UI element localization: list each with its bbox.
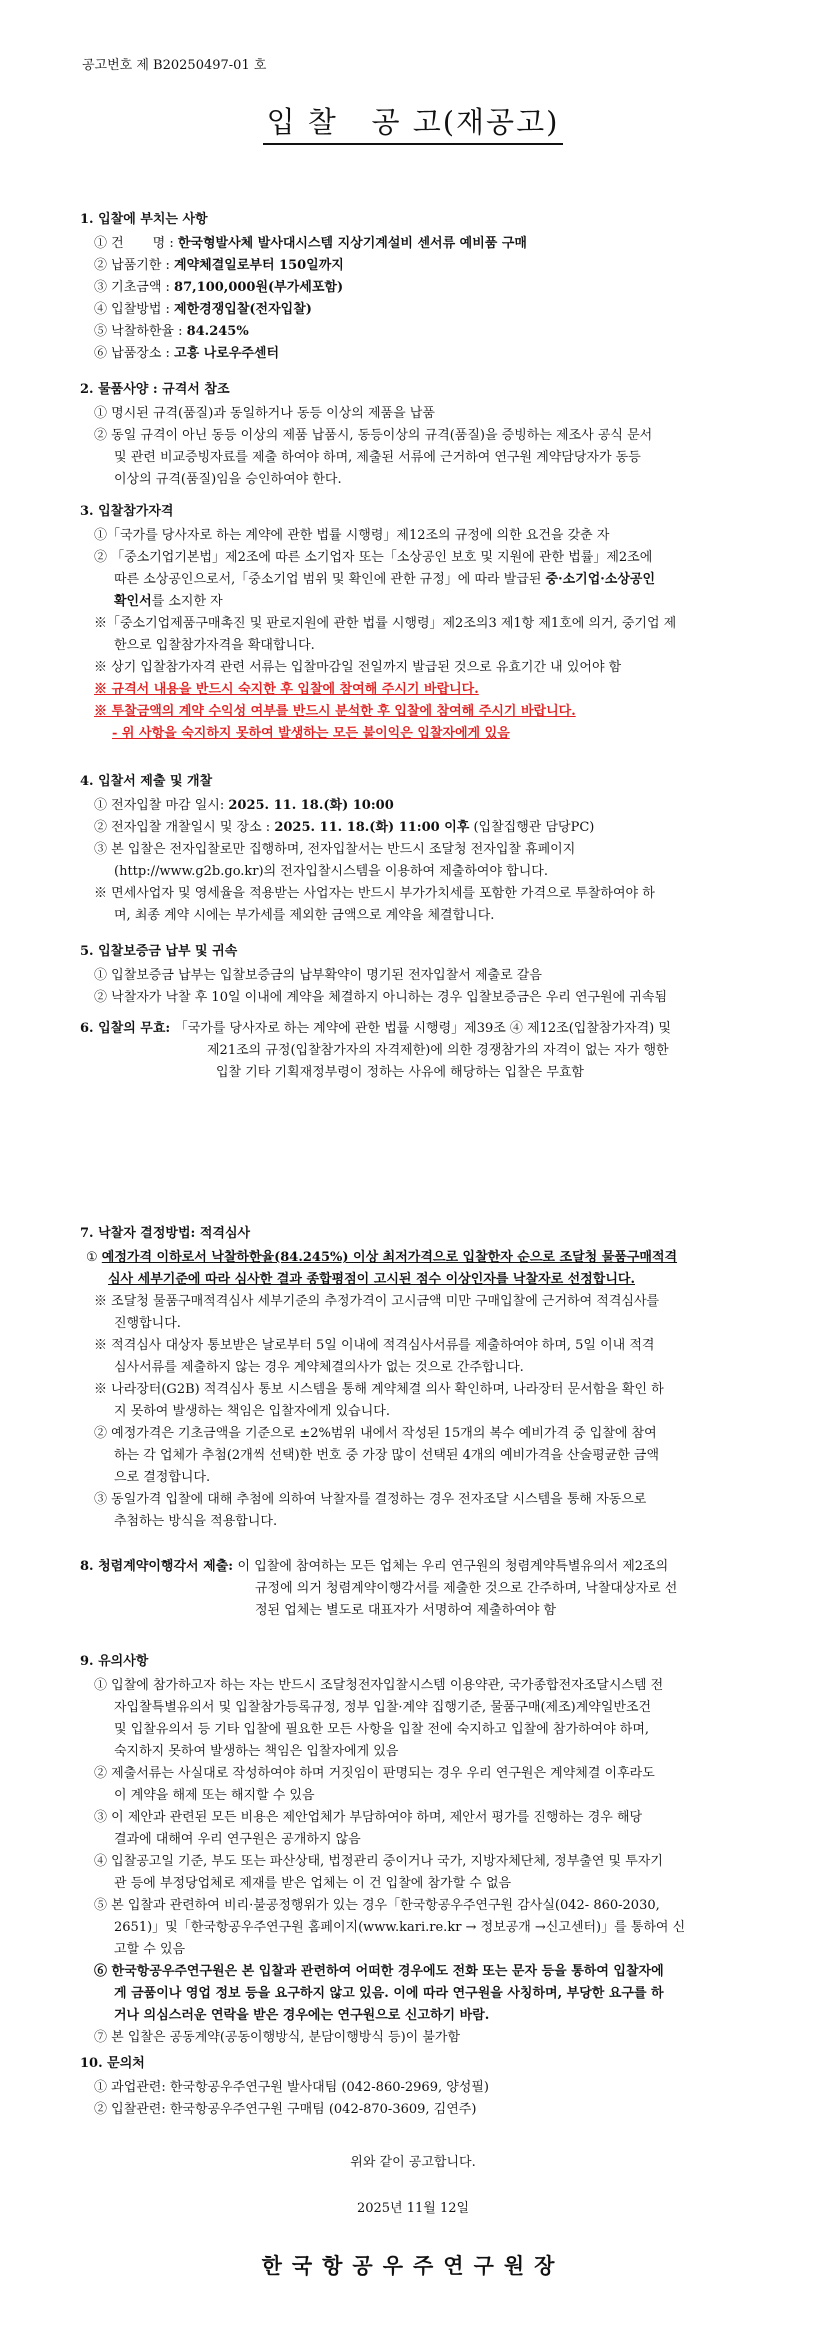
s9-line-8: 결과에 대해여 우리 연구원은 공개하지 않음 xyxy=(114,1832,361,1847)
s7-line-3: ※ 조달청 물품구매적격심사 세부기준의 추정가격이 고시금액 미만 구매입찰에 근거하여 적격심사를 xyxy=(94,1294,660,1309)
section-5 xyxy=(80,940,760,1009)
s5-line-2: ② 낙찰자가 낙찰 후 10일 이내에 계약을 체결하지 아니하는 경우 입찰보증금은 우리 연구원에 귀속됨 xyxy=(94,990,668,1005)
s4-line-3: ③ 본 입찰은 전자입찰로만 집행하며, 전자입찰서는 반드시 조달청 전자입찰 휴페이지 xyxy=(94,842,576,857)
s9-line-2: 자입찰특별유의서 및 입찰참가등록규정, 정부 입찰·계약 집행기준, 물품구매(제조)계약일반조건 xyxy=(114,1700,652,1715)
s4-line-5: ※ 면세사업자 및 영세율을 적용받는 사업자는 반드시 부가가치세를 포함한 가격으로 투찰하여야 하 xyxy=(94,886,655,901)
section-6 xyxy=(80,1018,760,1084)
s3-line-7: ※ 상기 입찰참가자격 관련 서류는 입찰마감일 전일까지 발급된 것으로 유효기간 내 있어야 함 xyxy=(94,660,622,675)
s9-line-15: 게 금품이나 영업 정보 등을 요구하지 않고 있음. 이에 따라 연구원을 사칭하며, 부당한 요구를 하 xyxy=(114,1986,664,2001)
s8-line-1: 8. 청렴계약이행각서 제출: 이 입찰에 참여하는 모든 업체는 우리 연구원의 청렴계약특별유의서 제2조의 xyxy=(80,1559,669,1574)
section-8 xyxy=(80,1556,760,1622)
section-7-heading: 7. 낙찰자 결정방법: 적격심사 xyxy=(80,1226,251,1241)
section-4 xyxy=(80,770,760,927)
section-9-heading: 9. 유의사항 xyxy=(80,1654,149,1669)
s7-line-2: 심사 세부기준에 따라 심사한 결과 종합평점이 고시된 점수 이상인자를 낙찰자로 선정합니다. xyxy=(108,1272,635,1287)
s2-line-1: ① 명시된 규격(품질)과 동일하거나 동등 이상의 제품을 납품 xyxy=(94,406,435,421)
issuer-signature: 한국항공우주연구원장 xyxy=(261,2253,565,2278)
s4-line-4: (http://www.g2b.go.kr)의 전자입찰시스템을 이용하여 제출하여야 합니다. xyxy=(114,864,548,879)
s3-line-4: 확인서를 소지한 자 xyxy=(114,594,223,609)
s9-line-9: ④ 입찰공고일 기준, 부도 또는 파산상태, 법정관리 중이거나 국가, 지방자체단체, 정부출연 및 투자기 xyxy=(94,1854,663,1869)
announcement-date: 2025년 11월 12일 xyxy=(356,2201,470,2216)
s9-line-11: ⑤ 본 입찰과 관련하여 비리·불공정행위가 있는 경우「한국항공우주연구원 감사실(042- 860-2030, xyxy=(94,1898,660,1913)
s2-line-3: 및 관련 비교증빙자료를 제출 하여야 하며, 제출된 서류에 근거하여 연구원 계약담당자가 동등 xyxy=(114,450,641,465)
s1-item-6: ⑥ 납품장소 : 고흥 나로우주센터 xyxy=(94,346,280,361)
s9-line-4: 숙지하지 못하여 발생하는 책임은 입찰자에게 있음 xyxy=(114,1744,399,1759)
s1-item-1: ① 건 명 : 한국형발사체 발사대시스템 지상기계설비 센서류 예비품 구매 xyxy=(94,236,527,251)
s9-line-17: ⑦ 본 입찰은 공동계약(공동이행방식, 분담이행방식 등)이 불가함 xyxy=(94,2030,461,2045)
s7-line-7: ※ 나라장터(G2B) 적격심사 통보 시스템을 통해 계약체결 의사 확인하며, 나라장터 문서함을 확인 하 xyxy=(94,1382,664,1397)
section-2-heading: 2. 물품사양 : 규격서 참조 xyxy=(80,382,230,397)
s9-line-7: ③ 이 제안과 관련된 모든 비용은 제안업체가 부담하여야 하며, 제안서 평가를 진행하는 경우 해당 xyxy=(94,1810,643,1825)
s7-line-11: 으로 결정합니다. xyxy=(114,1470,211,1485)
section-3-heading: 3. 입찰참가자격 xyxy=(80,504,174,519)
s7-line-4: 진행합니다. xyxy=(114,1316,181,1331)
s10-line-2: ② 입찰관련: 한국항공우주연구원 구매팀 (042-870-3609, 김연주) xyxy=(94,2102,477,2117)
s9-line-13: 고할 수 있음 xyxy=(114,1942,186,1957)
section-1-heading: 1. 입찰에 부치는 사항 xyxy=(80,212,208,227)
section-4-heading: 4. 입찰서 제출 및 개찰 xyxy=(80,774,213,789)
s3-red-notice-1: ※ 규격서 내용을 반드시 숙지한 후 입찰에 참여해 주시기 바랍니다. xyxy=(94,682,479,697)
s8-line-2: 규정에 의거 청렴계약이행각서를 제출한 것으로 간주하며, 낙찰대상자로 선 xyxy=(255,1581,678,1596)
s7-line-13: 추첨하는 방식을 적용합니다. xyxy=(114,1514,278,1529)
s1-item-5: ⑤ 낙찰하한율 : 84.245% xyxy=(94,324,249,339)
s7-line-1: ① 예정가격 이하로서 낙찰하한율(84.245%) 이상 최저가격으로 입찰한자 순으로 조달청 물품구매적격 xyxy=(86,1250,678,1265)
s7-line-12: ③ 동일가격 입찰에 대해 추첨에 의하여 낙찰자를 결정하는 경우 전자조달 시스템을 통해 자동으로 xyxy=(94,1492,647,1507)
page-title xyxy=(0,100,826,145)
s2-line-4: 이상의 규격(품질)임을 승인하여야 한다. xyxy=(114,472,342,487)
s4-line-6: 며, 최종 계약 시에는 부가세를 제외한 금액으로 계약을 체결합니다. xyxy=(114,908,495,923)
s9-line-14: ⑥ 한국항공우주연구원은 본 입찰과 관련하여 어떠한 경우에도 전화 또는 문자 등을 통하여 입찰자에 xyxy=(94,1964,664,1979)
s8-line-3: 정된 업체는 별도로 대표자가 서명하여 제출하여야 함 xyxy=(255,1603,557,1618)
section-10-heading: 10. 문의처 xyxy=(80,2056,145,2071)
s7-line-6: 심사서류를 제출하지 않는 경우 계약체결의사가 없는 것으로 간주합니다. xyxy=(114,1360,524,1375)
closing-text: 위와 같이 공고합니다. xyxy=(350,2155,476,2170)
s3-line-5: ※「중소기업제품구매촉진 및 판로지원에 관한 법률 시행령」제2조의3 제1항 제1호에 의거, 중기업 제 xyxy=(94,616,677,631)
title-text: 입 찰 공 고(재공고) xyxy=(263,100,564,145)
s3-red-notice-3: - 위 사항을 숙지하지 못하여 발생하는 모든 불이익은 입찰자에게 있음 xyxy=(112,726,510,741)
s6-line-1: 6. 입찰의 무효: 「국가를 당사자로 하는 계약에 관한 법률 시행령」제39조 ④ 제12조(입찰참가자격) 및 xyxy=(80,1021,671,1036)
section-3 xyxy=(80,500,760,745)
s9-line-5: ② 제출서류는 사실대로 작성하여야 하며 거짓임이 판명되는 경우 우리 연구원은 계약체결 이후라도 xyxy=(94,1766,655,1781)
section-9 xyxy=(80,1650,760,2049)
s1-item-3: ③ 기초금액 : 87,100,000원(부가세포함) xyxy=(94,280,344,295)
s7-line-9: ② 예정가격은 기초금액을 기준으로 ±2%범위 내에서 작성된 15개의 복수 예비가격 중 입찰에 참여 xyxy=(94,1426,657,1441)
s4-line-1: ① 전자입찰 마감 일시: 2025. 11. 18.(화) 10:00 xyxy=(94,798,394,813)
s9-line-16: 거나 의심스러운 연락을 받은 경우에는 연구원으로 신고하기 바람. xyxy=(114,2008,490,2023)
s9-line-10: 관 등에 부정당업체로 제재를 받은 업체는 이 건 입찰에 참가할 수 없음 xyxy=(114,1876,512,1891)
s7-line-5: ※ 적격심사 대상자 통보받은 날로부터 5일 이내에 적격심사서류를 제출하여야 하며, 5일 이내 적격 xyxy=(94,1338,655,1353)
s9-line-1: ① 입찰에 참가하고자 하는 자는 반드시 조달청전자입찰시스템 이용약관, 국가종합전자조달시스템 전 xyxy=(94,1678,664,1693)
s6-line-3: 입찰 기타 기획재정부령이 정하는 사유에 해당하는 입찰은 무효함 xyxy=(216,1065,584,1080)
section-2 xyxy=(80,378,760,491)
s9-line-12: 2651)」및「한국항공우주연구원 홈페이지(www.kari.re.kr → 정보공개 →신고센터)」를 통하여 신 xyxy=(114,1920,686,1935)
s3-line-3: 따른 소상공인으로서,「중소기업 범위 및 확인에 관한 규정」에 따라 발급된 중·소기업·소상공인 xyxy=(114,572,656,587)
announcement-number: 공고번호 제 B20250497-01 호 xyxy=(82,58,267,73)
section-7 xyxy=(80,1222,760,1533)
s7-line-10: 하는 각 업체가 추첨(2개씩 선택)한 번호 중 가장 많이 선택된 4개의 예비가격을 산술평균한 금액 xyxy=(114,1448,660,1463)
s1-item-2: ② 납품기한 : 계약체결일로부터 150일까지 xyxy=(94,258,344,273)
s5-line-1: ① 입찰보증금 납부는 입찰보증금의 납부확약이 명기된 전자입찰서 제출로 갈음 xyxy=(94,968,542,983)
s3-red-notice-2: ※ 투찰금액의 계약 수익성 여부를 반드시 분석한 후 입찰에 참여해 주시기 바랍니다. xyxy=(94,704,576,719)
s9-line-6: 이 계약을 해제 또는 해지할 수 있음 xyxy=(114,1788,315,1803)
s3-line-2: ② 「중소기업기본법」제2조에 따른 소기업자 또는「소상공인 보호 및 지원에 관한 법률」제2조에 xyxy=(94,550,653,565)
s10-line-1: ① 과업관련: 한국항공우주연구원 발사대팀 (042-860-2969, 양성필) xyxy=(94,2080,489,2095)
s4-line-2: ② 전자입찰 개찰일시 및 장소 : 2025. 11. 18.(화) 11:00 이후 (입찰집행관 담당PC) xyxy=(94,820,595,835)
section-10 xyxy=(80,2052,760,2121)
section-5-heading: 5. 입찰보증금 납부 및 귀속 xyxy=(80,944,238,959)
s7-line-8: 지 못하여 발생하는 책임은 입찰자에게 있습니다. xyxy=(114,1404,390,1419)
s3-line-1: ①「국가를 당사자로 하는 계약에 관한 법률 시행령」제12조의 규정에 의한 요건을 갖춘 자 xyxy=(94,528,610,543)
section-1 xyxy=(80,208,760,365)
s1-item-4: ④ 입찰방법 : 제한경쟁입찰(전자입찰) xyxy=(94,302,312,317)
s6-line-2: 제21조의 규정(입찰참가자의 자격제한)에 의한 경쟁참가의 자격이 없는 자가 행한 xyxy=(207,1043,669,1058)
s2-line-2: ② 동일 규격이 아닌 동등 이상의 제품 납품시, 동등이상의 규격(품질)을 증빙하는 제조사 공식 문서 xyxy=(94,428,653,443)
s3-line-6: 한으로 입찰참가자격을 확대합니다. xyxy=(114,638,315,653)
s9-line-3: 및 입찰유의서 등 기타 입찰에 필요한 모든 사항을 입찰 전에 숙지하고 입찰에 참가하여야 하며, xyxy=(114,1722,650,1737)
